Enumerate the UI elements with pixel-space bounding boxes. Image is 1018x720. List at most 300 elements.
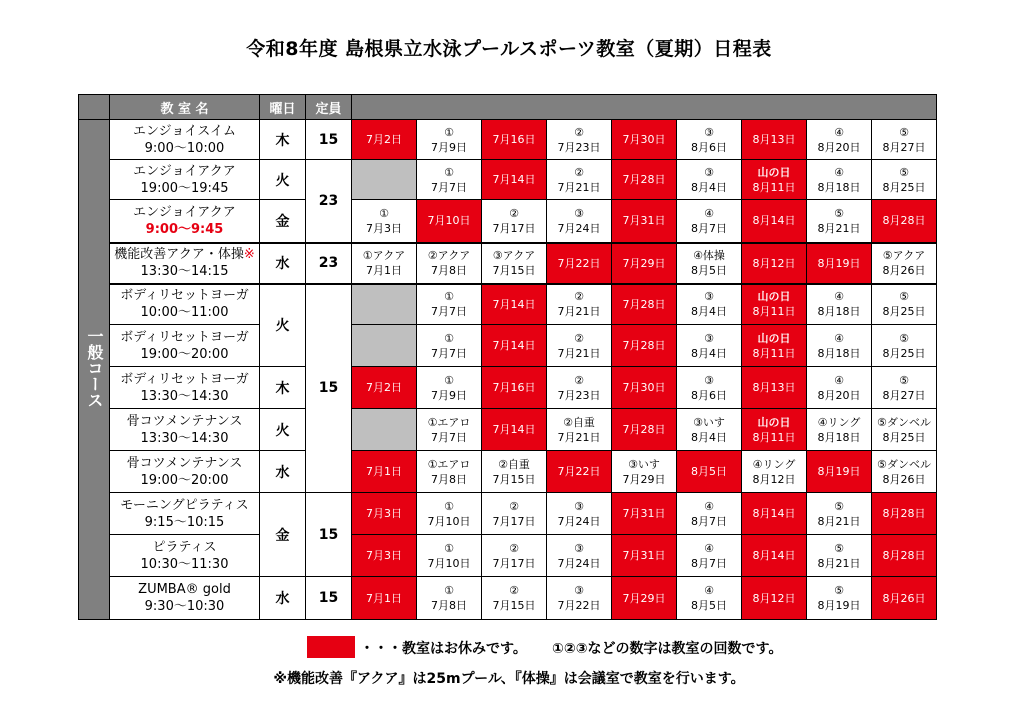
class-name: ZUMBA® gold (138, 582, 231, 597)
session-date: 7月31日 (622, 214, 666, 228)
session-date: 8月26日 (882, 264, 926, 277)
closed-date-cell (547, 451, 612, 493)
closed-date-cell (612, 160, 677, 200)
session-date: 8月20日 (817, 388, 861, 402)
session-date: 7月14日 (492, 297, 536, 311)
class-name-line (120, 288, 249, 303)
class-name-cell (110, 160, 260, 200)
session-number: ⑤ (899, 331, 909, 345)
session-cell (547, 200, 612, 243)
session-cell (872, 160, 937, 200)
session-cell (417, 451, 482, 493)
session-cell (872, 451, 937, 493)
table-row (79, 535, 937, 577)
session-number: ④体操 (693, 249, 725, 262)
weekday-cell: 水 (260, 577, 306, 620)
closed-date-cell (352, 120, 417, 160)
class-name-line (120, 330, 249, 345)
session-cell (417, 535, 482, 577)
session-cell (417, 325, 482, 367)
closed-date-cell (352, 493, 417, 535)
session-number: ② (574, 373, 584, 387)
session-date: 7月21日 (557, 346, 601, 360)
closed-date-cell (612, 493, 677, 535)
session-cell (677, 409, 742, 451)
session-cell (677, 367, 742, 409)
class-name: 機能改善アクア・体操 (114, 247, 244, 262)
class-name-cell (110, 243, 260, 284)
class-time: 9:15〜10:15 (144, 514, 225, 530)
session-number: ④ (834, 290, 844, 304)
session-date: 8月5日 (691, 599, 727, 612)
blank-cell (352, 409, 417, 451)
closed-date-cell (742, 243, 807, 284)
session-date: 8月19日 (817, 599, 861, 612)
session-date: 7月3日 (366, 507, 402, 520)
class-name-cell (110, 409, 260, 451)
session-date: 8月11日 (752, 430, 796, 444)
table-row (79, 493, 937, 535)
session-date: 7月16日 (492, 381, 536, 394)
session-date: 8月7日 (691, 556, 727, 570)
class-time: 13:30〜14:30 (140, 388, 229, 404)
session-number: ② (509, 499, 519, 513)
session-cell (547, 120, 612, 160)
closed-date-cell (872, 200, 937, 243)
header-row (79, 95, 937, 120)
session-date: 7月28日 (622, 339, 666, 352)
class-name-cell (110, 577, 260, 620)
session-date: 8月14日 (752, 549, 796, 562)
weekday-cell: 金 (260, 493, 306, 577)
session-number: ④ (704, 206, 714, 220)
legend-count-text: ①②③などの数字は教室の回数です。 (552, 641, 783, 657)
class-name-line (127, 456, 243, 471)
session-number: ③ (704, 373, 714, 387)
closed-date-cell (742, 200, 807, 243)
session-date: 8月6日 (691, 140, 727, 154)
session-number: ① (444, 541, 454, 555)
session-cell (872, 325, 937, 367)
session-number: ① (444, 584, 454, 597)
session-number: ② (574, 165, 584, 179)
closed-date-cell (612, 325, 677, 367)
session-cell (677, 200, 742, 243)
closed-date-cell (482, 120, 547, 160)
session-date: 7月28日 (622, 173, 666, 186)
session-number: ④ (834, 165, 844, 179)
session-cell (482, 535, 547, 577)
session-date: 7月10日 (427, 514, 471, 528)
blank-cell (352, 325, 417, 367)
schedule-table (78, 94, 937, 620)
session-date: 8月21日 (817, 556, 861, 570)
session-date: 7月15日 (492, 264, 536, 277)
session-date: 7月24日 (557, 556, 601, 570)
session-date: 7月15日 (492, 472, 536, 486)
session-cell (417, 409, 482, 451)
class-name: ボディリセットヨーガ (120, 371, 249, 387)
session-date: 7月7日 (431, 346, 467, 360)
table-row (79, 160, 937, 200)
legend-closed-text: ・・・教室はお休みです。 (360, 641, 527, 657)
class-name: ボディリセットヨーガ (120, 329, 249, 345)
session-date: 7月2日 (366, 381, 402, 394)
session-number: ②アクア (427, 249, 471, 262)
session-date: 7月7日 (431, 305, 467, 319)
closed-date-cell (742, 535, 807, 577)
session-number: ⑤ (834, 584, 844, 597)
session-date: 8月26日 (882, 591, 926, 605)
class-time: 10:30〜11:30 (140, 556, 229, 572)
session-date: 8月19日 (817, 465, 861, 478)
session-cell (482, 451, 547, 493)
session-cell (807, 160, 872, 200)
session-number: ⑤ダンベル (877, 415, 931, 429)
session-number: ⑤ (899, 290, 909, 304)
session-date: 8月26日 (882, 472, 926, 486)
session-number: ② (509, 541, 519, 555)
session-date: 7月24日 (557, 221, 601, 235)
session-date: 7月29日 (622, 591, 666, 605)
session-cell (547, 577, 612, 620)
session-number: ① (444, 499, 454, 513)
session-date: 8月11日 (752, 305, 796, 319)
session-date: 8月4日 (691, 430, 727, 444)
holiday-label: 山の日 (757, 165, 791, 179)
session-date: 8月18日 (817, 346, 861, 360)
session-date: 8月13日 (752, 133, 796, 146)
closed-date-cell (872, 577, 937, 620)
class-name: ピラティス (152, 539, 217, 555)
closed-date-cell (742, 577, 807, 620)
class-name-line (133, 164, 236, 179)
session-cell (872, 367, 937, 409)
capacity-cell: 23 (306, 243, 352, 284)
session-date: 7月14日 (492, 173, 536, 186)
closed-date-cell (612, 367, 677, 409)
closed-date-cell (482, 325, 547, 367)
session-number: ① (444, 373, 454, 387)
session-number: ③ (574, 584, 584, 597)
closed-date-cell (482, 367, 547, 409)
class-name-cell (110, 493, 260, 535)
session-date: 8月14日 (752, 214, 796, 228)
capacity-cell: 15 (306, 284, 352, 493)
closed-date-cell (742, 367, 807, 409)
session-date: 8月25日 (882, 305, 926, 319)
header-day: 曜日 (260, 95, 306, 120)
table-row (79, 243, 937, 284)
session-cell (872, 243, 937, 284)
session-date: 8月25日 (882, 430, 926, 444)
session-number: ③いす (628, 457, 660, 471)
session-number: ③ (704, 331, 714, 345)
session-date: 7月9日 (431, 140, 467, 154)
session-date: 8月25日 (882, 180, 926, 194)
session-cell (352, 200, 417, 243)
session-date: 8月12日 (752, 472, 796, 486)
capacity-cell: 23 (306, 160, 352, 243)
class-name-cell (110, 120, 260, 160)
closed-date-cell (872, 535, 937, 577)
session-number: ① (444, 165, 454, 179)
class-time: 19:00〜20:00 (140, 472, 229, 488)
class-name-cell (110, 535, 260, 577)
session-cell (677, 577, 742, 620)
session-date: 8月27日 (882, 140, 926, 154)
session-cell (807, 120, 872, 160)
session-date: 8月4日 (691, 180, 727, 194)
session-cell (807, 367, 872, 409)
session-cell (807, 325, 872, 367)
session-cell (872, 284, 937, 325)
session-cell (807, 284, 872, 325)
session-number: ②自重 (498, 457, 530, 471)
closed-date-cell (352, 367, 417, 409)
session-date: 7月1日 (366, 591, 402, 605)
session-date: 8月7日 (691, 514, 727, 528)
closed-date-cell (482, 160, 547, 200)
class-name-cell (110, 367, 260, 409)
header-dates (352, 95, 937, 120)
session-date: 7月30日 (622, 133, 666, 146)
session-number: ⑤アクア (882, 249, 926, 262)
footnote: ※機能改善『アクア』は25mプール、『体操』は会議室で教室を行います。 (273, 671, 745, 687)
session-date: 8月28日 (882, 549, 926, 562)
session-date: 7月8日 (431, 472, 467, 486)
session-cell (547, 493, 612, 535)
session-date: 7月3日 (366, 549, 402, 562)
session-number: ③ (704, 165, 714, 179)
session-cell (482, 200, 547, 243)
class-time: 19:00〜19:45 (140, 180, 229, 196)
class-time: 10:00〜11:00 (140, 305, 229, 321)
session-number: ⑤ (899, 165, 909, 179)
weekday-cell: 金 (260, 200, 306, 243)
blank-cell (352, 160, 417, 200)
session-date: 8月18日 (817, 180, 861, 194)
class-time: 9:00〜9:45 (145, 221, 224, 237)
session-date: 7月8日 (431, 599, 467, 612)
session-cell (417, 493, 482, 535)
table-row (79, 367, 937, 409)
session-date: 8月5日 (691, 465, 727, 478)
session-date: 7月24日 (557, 514, 601, 528)
session-cell (872, 120, 937, 160)
class-name-line (133, 205, 236, 220)
session-number: ⑤ダンベル (877, 457, 931, 471)
capacity-cell: 15 (306, 120, 352, 160)
closed-date-cell (612, 409, 677, 451)
session-cell (417, 367, 482, 409)
session-number: ⑤ (899, 125, 909, 139)
closed-date-cell (482, 284, 547, 325)
session-cell (807, 493, 872, 535)
header-capacity: 定員 (306, 95, 352, 120)
session-date: 7月17日 (492, 221, 536, 235)
closed-date-cell (612, 284, 677, 325)
session-date: 7月16日 (492, 133, 536, 146)
session-number: ①エアロ (427, 457, 471, 471)
session-date: 7月17日 (492, 514, 536, 528)
session-number: ③ (704, 125, 714, 139)
class-name-line (133, 124, 236, 139)
session-number: ④ (834, 373, 844, 387)
class-name: エンジョイアクア (133, 204, 236, 220)
class-name-line (153, 540, 217, 555)
class-time: 19:00〜20:00 (140, 346, 229, 362)
page-title: 令和8年度 島根県立水泳プールスポーツ教室（夏期）日程表 (246, 38, 772, 60)
header-class-name: 教 室 名 (110, 95, 260, 120)
session-date: 7月29日 (622, 256, 666, 270)
session-cell (677, 493, 742, 535)
session-date: 7月14日 (492, 339, 536, 352)
capacity-cell: 15 (306, 577, 352, 620)
session-number: ④リング (817, 415, 861, 429)
session-date: 7月31日 (622, 507, 666, 520)
session-date: 8月12日 (752, 256, 796, 270)
session-number: ⑤ (834, 541, 844, 555)
closed-date-cell (482, 409, 547, 451)
weekday-cell: 木 (260, 120, 306, 160)
closed-date-cell (742, 160, 807, 200)
closed-date-cell (872, 493, 937, 535)
session-cell (482, 577, 547, 620)
session-number: ④ (704, 499, 714, 513)
session-cell (677, 535, 742, 577)
closed-date-cell (612, 577, 677, 620)
closed-date-cell (742, 409, 807, 451)
session-number: ① (444, 290, 454, 304)
session-number: ② (509, 206, 519, 220)
session-cell (352, 243, 417, 284)
session-cell (872, 409, 937, 451)
session-date: 8月19日 (817, 256, 861, 270)
session-date: 7月21日 (557, 180, 601, 194)
session-number: ⑤ (834, 499, 844, 513)
session-date: 7月17日 (492, 556, 536, 570)
session-date: 8月11日 (752, 346, 796, 360)
session-number: ⑤ (834, 206, 844, 220)
session-number: ① (444, 331, 454, 345)
session-date: 7月8日 (431, 264, 467, 277)
session-date: 8月6日 (691, 388, 727, 402)
closed-date-cell (742, 325, 807, 367)
session-number: ④ (834, 125, 844, 139)
session-cell (417, 577, 482, 620)
legend-closed-swatch (307, 636, 355, 658)
closed-date-cell (547, 243, 612, 284)
class-name-cell (110, 284, 260, 325)
session-date: 7月15日 (492, 599, 536, 612)
session-date: 8月21日 (817, 514, 861, 528)
session-number: ② (574, 290, 584, 304)
session-date: 8月11日 (752, 180, 796, 194)
session-cell (677, 243, 742, 284)
session-date: 7月23日 (557, 140, 601, 154)
class-name-line (138, 582, 231, 597)
session-date: 7月28日 (622, 297, 666, 311)
closed-date-cell (612, 200, 677, 243)
session-date: 7月30日 (622, 381, 666, 394)
session-date: 8月4日 (691, 346, 727, 360)
weekday-cell: 水 (260, 451, 306, 493)
session-number: ④ (704, 541, 714, 555)
session-cell (807, 535, 872, 577)
closed-date-cell (742, 284, 807, 325)
session-cell (547, 535, 612, 577)
session-date: 8月21日 (817, 221, 861, 235)
session-number: ③アクア (492, 249, 536, 262)
session-date: 8月28日 (882, 214, 926, 228)
session-date: 8月12日 (752, 591, 796, 605)
session-number: ① (444, 125, 454, 139)
session-date: 7月10日 (427, 214, 471, 228)
session-date: 7月7日 (431, 430, 467, 444)
holiday-label: 山の日 (757, 290, 791, 304)
class-name-line (127, 414, 243, 429)
holiday-label: 山の日 (757, 415, 791, 429)
session-number: ③いす (693, 415, 725, 429)
weekday-cell: 木 (260, 367, 306, 409)
class-name: モーニングピラティス (120, 497, 249, 513)
session-date: 7月10日 (427, 556, 471, 570)
class-name: 骨コツメンテナンス (126, 413, 243, 429)
session-date: 7月21日 (557, 430, 601, 444)
class-name: エンジョイアクア (133, 163, 236, 179)
session-date: 8月5日 (691, 264, 727, 277)
session-date: 7月9日 (431, 388, 467, 402)
table-row (79, 284, 937, 325)
session-cell (807, 577, 872, 620)
session-date: 7月21日 (557, 305, 601, 319)
session-cell (547, 409, 612, 451)
session-cell (417, 160, 482, 200)
session-cell (482, 243, 547, 284)
session-number: ②自重 (563, 415, 595, 429)
session-cell (677, 160, 742, 200)
session-number: ① (379, 206, 389, 220)
weekday-cell: 火 (260, 284, 306, 367)
session-cell (742, 451, 807, 493)
session-date: 8月18日 (817, 305, 861, 319)
session-cell (677, 120, 742, 160)
session-date: 8月18日 (817, 430, 861, 444)
session-date: 7月31日 (622, 549, 666, 562)
session-number: ①エアロ (427, 415, 471, 429)
session-cell (547, 160, 612, 200)
session-number: ④リング (752, 457, 796, 471)
closed-date-cell (742, 493, 807, 535)
class-name: エンジョイスイム (132, 123, 237, 139)
session-date: 7月3日 (366, 221, 402, 235)
class-time: 9:30〜10:30 (144, 599, 225, 614)
session-date: 7月29日 (622, 472, 666, 486)
session-date: 8月14日 (752, 507, 796, 520)
closed-date-cell (612, 243, 677, 284)
closed-date-cell (417, 200, 482, 243)
session-number: ①アクア (362, 249, 406, 262)
session-cell (417, 243, 482, 284)
class-time: 9:00〜10:00 (144, 140, 225, 156)
session-date: 7月14日 (492, 423, 536, 436)
session-date: 7月7日 (431, 180, 467, 194)
capacity-cell: 15 (306, 493, 352, 577)
closed-date-cell (742, 120, 807, 160)
closed-date-cell (807, 243, 872, 284)
table-row (79, 577, 937, 620)
